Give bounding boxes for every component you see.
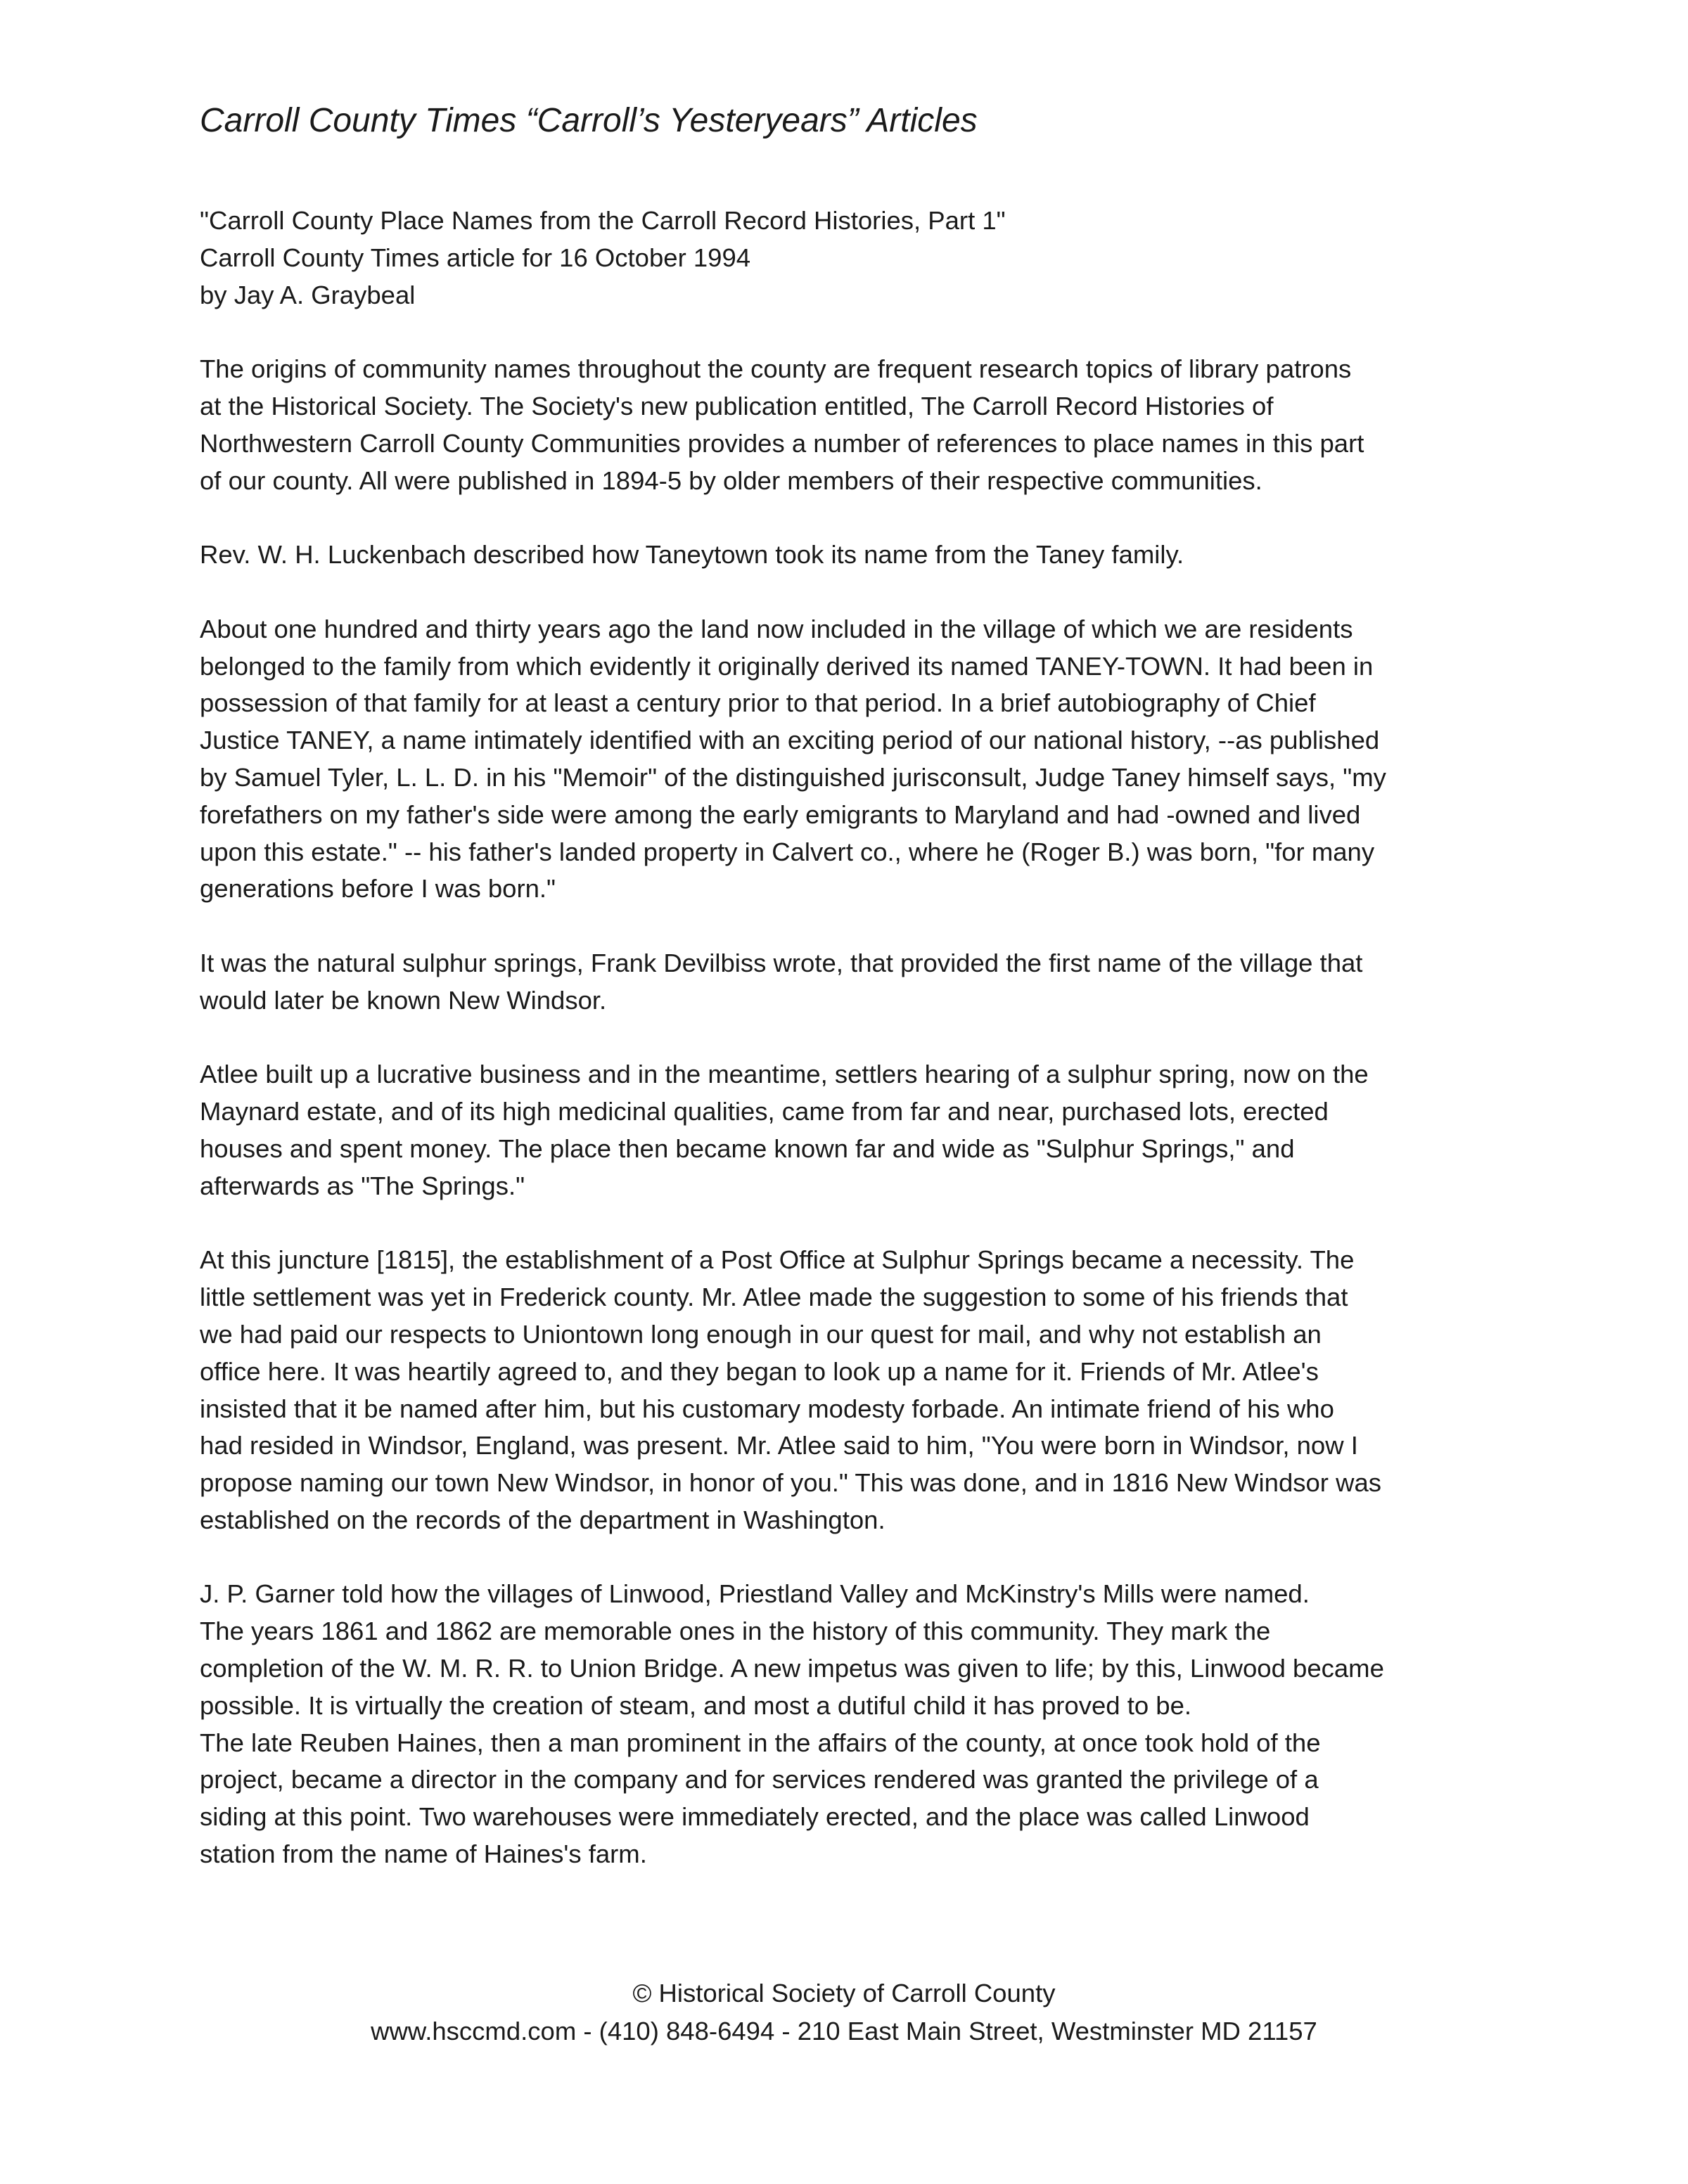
text-line: Rev. W. H. Luckenbach described how Taneytown took its name from the Taney family. <box>200 540 1184 570</box>
paragraph-sulphur-springs <box>200 1056 1508 1205</box>
text-line: The late Reuben Haines, then a man prominent in the affairs of the county, at once took hold of the <box>200 1728 1321 1757</box>
text-line: we had paid our respects to Uniontown long enough in our quest for mail, and why not establish an <box>200 1319 1322 1349</box>
text-line: little settlement was yet in Frederick county. Mr. Atlee made the suggestion to some of his friends that <box>200 1283 1348 1312</box>
text-line: Justice TANEY, a name intimately identified with an exciting period of our national history, --as published <box>200 726 1380 755</box>
text-line: houses and spent money. The place then became known far and wide as "Sulphur Springs," and <box>200 1133 1295 1163</box>
article-publication: Carroll County Times article for 16 October 1994 <box>200 243 751 272</box>
text-line: The years 1861 and 1862 are memorable ones in the history of this community. They mark the <box>200 1617 1271 1646</box>
text-line: would later be known New Windsor. <box>200 985 607 1015</box>
text-line: At this juncture [1815], the establishment of a Post Office at Sulphur Springs became a necessity. The <box>200 1245 1355 1275</box>
text-line: generations before I was born." <box>200 874 556 904</box>
text-line: J. P. Garner told how the villages of Linwood, Priestland Valley and McKinstry's Mills were named. <box>200 1579 1310 1609</box>
text-line: afterwards as "The Springs." <box>200 1171 525 1200</box>
text-line: at the Historical Society. The Society's new publication entitled, The Carroll Record Histories of <box>200 391 1274 420</box>
text-line: completion of the W. M. R. R. to Union Bridge. A new impetus was given to life; by this, Linwood became <box>200 1654 1384 1683</box>
paragraph-post-office <box>200 1242 1508 1539</box>
paragraph-devilbiss <box>200 945 1508 1020</box>
text-line: station from the name of Haines's farm. <box>200 1839 647 1869</box>
text-line: Maynard estate, and of its high medicinal qualities, came from far and near, purchased lots, erected <box>200 1097 1329 1126</box>
article-title: "Carroll County Place Names from the Carroll Record Histories, Part 1" <box>200 206 1006 235</box>
page-footer <box>0 1974 1688 2050</box>
paragraph-origins <box>200 351 1508 499</box>
text-line: possible. It is virtually the creation of steam, and most a dutiful child it has proved to be. <box>200 1690 1192 1720</box>
footer-contact: www.hsccmd.com - (410) 848-6494 - 210 East Main Street, Westminster MD 21157 <box>371 2017 1317 2045</box>
text-line: by Samuel Tyler, L. L. D. in his "Memoir" of the distinguished jurisconsult, Judge Taney himself says, "my <box>200 762 1386 792</box>
text-line: It was the natural sulphur springs, Frank Devilbiss wrote, that provided the first name of the village that <box>200 948 1363 977</box>
text-line: insisted that it be named after him, but his customary modesty forbade. An intimate friend of his who <box>200 1394 1334 1423</box>
page-title: Carroll County Times “Carroll’s Yesteryears” Articles <box>200 102 978 139</box>
text-line: Northwestern Carroll County Communities provides a number of references to place names in this part <box>200 428 1364 458</box>
text-line: belonged to the family from which evidently it originally derived its named TANEY-TOWN. It had been in <box>200 651 1374 681</box>
paragraph-taneytown <box>200 611 1508 908</box>
text-line: office here. It was heartily agreed to, and they began to look up a name for it. Friends of Mr. Atlee's <box>200 1356 1319 1386</box>
paragraph-luckenbach <box>200 537 1508 574</box>
text-line: had resided in Windsor, England, was present. Mr. Atlee said to him, "You were born in Windsor, now I <box>200 1431 1358 1460</box>
text-line: Atlee built up a lucrative business and in the meantime, settlers hearing of a sulphur spring, now on the <box>200 1060 1369 1089</box>
text-line: siding at this point. Two warehouses were immediately erected, and the place was called Linwood <box>200 1802 1310 1832</box>
paragraph-linwood <box>200 1576 1508 1873</box>
text-line: propose naming our town New Windsor, in honor of you." This was done, and in 1816 New Windsor was <box>200 1468 1381 1498</box>
text-line: established on the records of the department in Washington. <box>200 1505 885 1534</box>
text-line: The origins of community names throughout the county are frequent research topics of library patrons <box>200 354 1352 384</box>
text-line: forefathers on my father's side were among the early emigrants to Maryland and had -owned and lived <box>200 799 1361 829</box>
article-heading <box>200 203 1508 314</box>
text-line: of our county. All were published in 1894-5 by older members of their respective communities. <box>200 465 1262 495</box>
article-body <box>200 203 1508 1873</box>
text-line: possession of that family for at least a century prior to that period. In a brief autobiography of Chief <box>200 688 1316 718</box>
article-byline: by Jay A. Graybeal <box>200 280 416 309</box>
text-line: project, became a director in the company and for services rendered was granted the privilege of a <box>200 1765 1319 1794</box>
text-line: upon this estate." -- his father's landed property in Calvert co., where he (Roger B.) was born, "for many <box>200 837 1375 866</box>
footer-copyright: © Historical Society of Carroll County <box>632 1979 1056 2008</box>
text-line: About one hundred and thirty years ago the land now included in the village of which we are residents <box>200 614 1353 643</box>
